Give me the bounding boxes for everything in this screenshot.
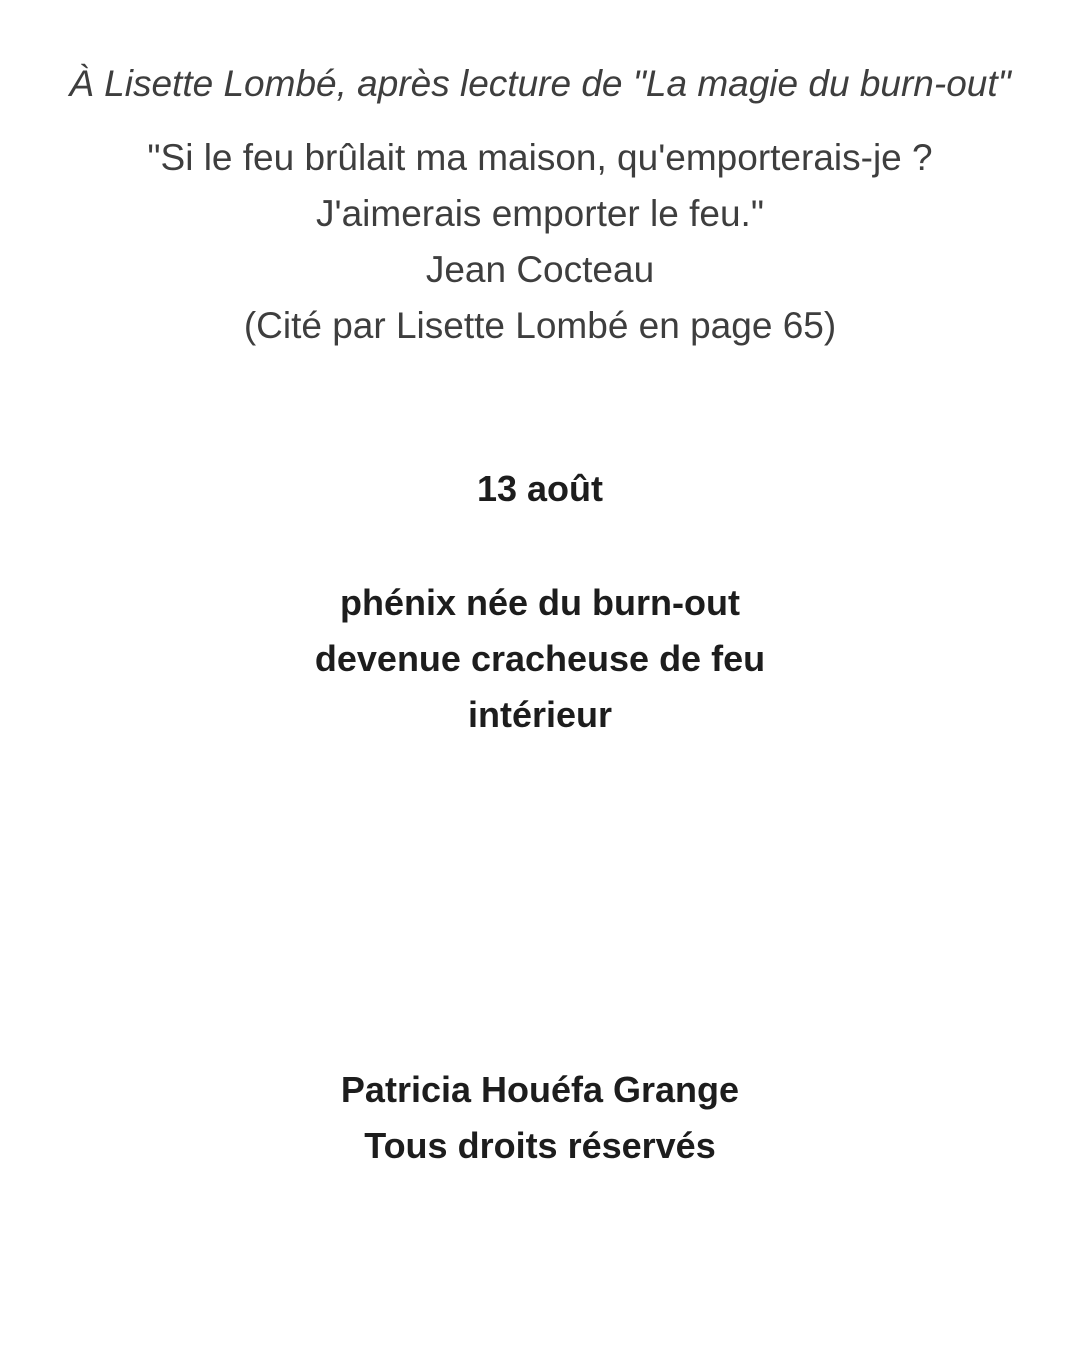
copyright-block: [0, 1062, 1080, 1174]
quote-line-2: J'aimerais emporter le feu.": [316, 193, 764, 234]
author-name: Patricia Houéfa Grange: [340, 1069, 740, 1110]
quote-citation: (Cité par Lisette Lombé en page 65): [243, 305, 837, 346]
quote-author: Jean Cocteau: [425, 249, 655, 290]
poem-line: devenue cracheuse de feu: [314, 638, 766, 679]
dedication-line: À Lisette Lombé, après lecture de "La magie du burn-out": [69, 63, 1011, 104]
quote-line-1: "Si le feu brûlait ma maison, qu'emporterais-je ?: [147, 137, 933, 178]
poem-line: intérieur: [467, 694, 613, 735]
quote-block: [0, 130, 1080, 354]
date-heading: 13 août: [476, 468, 604, 509]
poem-stanza: [0, 575, 1080, 743]
rights-notice: Tous droits réservés: [364, 1125, 716, 1166]
poem-line: phénix née du burn-out: [340, 582, 740, 623]
